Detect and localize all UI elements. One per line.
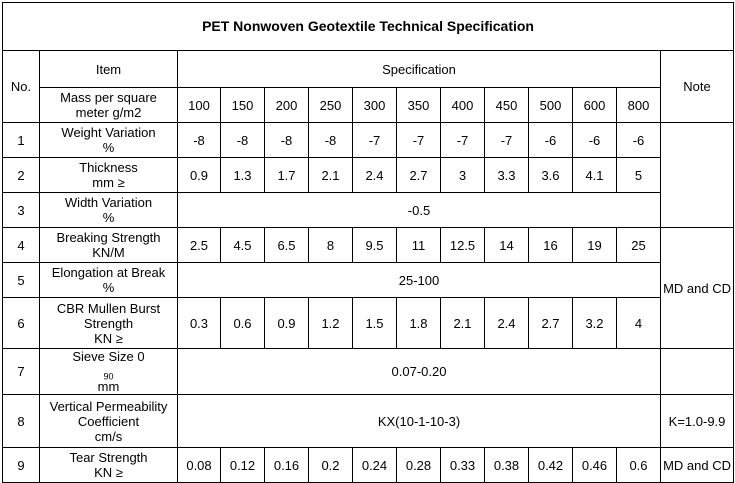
spec-value: 4.5 (221, 228, 265, 263)
spec-value: 3 (441, 158, 485, 193)
note-strength: MD and CD (661, 228, 734, 349)
row-item: Width Variation % (40, 193, 178, 228)
row-item: Elongation at Break % (40, 263, 178, 298)
row-item: Vertical Permeability Coefficient cm/s (40, 395, 178, 448)
spec-value: 8 (309, 228, 353, 263)
spec-value: -7 (441, 123, 485, 158)
spec-value: 0.38 (485, 448, 529, 483)
spec-value: 0.24 (353, 448, 397, 483)
mass-value: 300 (353, 88, 397, 123)
table-row (3, 349, 734, 395)
table-row (3, 228, 734, 263)
spec-value: 0.42 (529, 448, 573, 483)
header-note: Note (661, 51, 734, 123)
mass-value: 600 (573, 88, 617, 123)
spec-value: 1.7 (265, 158, 309, 193)
spec-value: 6.5 (265, 228, 309, 263)
row-item: Weight Variation % (40, 123, 178, 158)
spec-value-merged: KX(10-1-10-3) (178, 395, 661, 448)
row-number: 7 (3, 349, 40, 395)
spec-value: 2.1 (441, 298, 485, 349)
row-number: 4 (3, 228, 40, 263)
spec-value: 2.7 (529, 298, 573, 349)
spec-value: 5 (617, 158, 661, 193)
row-item: CBR Mullen Burst Strength KN ≥ (40, 298, 178, 349)
spec-value: 2.4 (353, 158, 397, 193)
mass-value: 350 (397, 88, 441, 123)
table-row (3, 448, 734, 483)
header-specification: Specification (178, 51, 661, 88)
spec-table (2, 2, 734, 483)
header-no: No. (3, 51, 40, 123)
spec-value: 2.1 (309, 158, 353, 193)
mass-value: 150 (221, 88, 265, 123)
spec-value: -7 (485, 123, 529, 158)
spec-value: 12.5 (441, 228, 485, 263)
spec-value: 2.4 (485, 298, 529, 349)
spec-value: 0.12 (221, 448, 265, 483)
spec-value: 1.5 (353, 298, 397, 349)
spec-value: 19 (573, 228, 617, 263)
spec-value-merged: -0.5 (178, 193, 661, 228)
mass-value: 500 (529, 88, 573, 123)
spec-value: 0.6 (221, 298, 265, 349)
table-row (3, 123, 734, 158)
spec-value: 2.7 (397, 158, 441, 193)
row-number: 6 (3, 298, 40, 349)
spec-value: 0.33 (441, 448, 485, 483)
spec-value: -7 (397, 123, 441, 158)
table-row (3, 193, 734, 228)
spec-value: 11 (397, 228, 441, 263)
spec-value-merged: 25-100 (178, 263, 661, 298)
spec-value: -6 (573, 123, 617, 158)
spec-value: 3.3 (485, 158, 529, 193)
note-cell-empty (661, 349, 734, 395)
spec-value: 3.6 (529, 158, 573, 193)
spec-value: 16 (529, 228, 573, 263)
spec-value: 25 (617, 228, 661, 263)
spec-value: 1.2 (309, 298, 353, 349)
mass-value: 800 (617, 88, 661, 123)
table-row (3, 158, 734, 193)
spec-value: -6 (617, 123, 661, 158)
spec-value: 0.3 (178, 298, 221, 349)
spec-value: 14 (485, 228, 529, 263)
spec-value: 4.1 (573, 158, 617, 193)
mass-value: 400 (441, 88, 485, 123)
spec-value: 0.16 (265, 448, 309, 483)
spec-value: 1.3 (221, 158, 265, 193)
spec-value: -8 (221, 123, 265, 158)
row-item: Thickness mm ≥ (40, 158, 178, 193)
spec-value: 3.2 (573, 298, 617, 349)
spec-value: 0.9 (178, 158, 221, 193)
table-row (3, 263, 734, 298)
spec-value: -8 (309, 123, 353, 158)
row-item: Sieve Size 0 $_{90}$ mm (40, 349, 178, 395)
row-number: 5 (3, 263, 40, 298)
row-number: 1 (3, 123, 40, 158)
spec-value: 0.9 (265, 298, 309, 349)
spec-value: -6 (529, 123, 573, 158)
spec-value: 0.08 (178, 448, 221, 483)
row-number: 3 (3, 193, 40, 228)
spec-value: 0.6 (617, 448, 661, 483)
spec-value: -8 (178, 123, 221, 158)
spec-value: 9.5 (353, 228, 397, 263)
row-item: Breaking Strength KN/M (40, 228, 178, 263)
spec-value: 0.28 (397, 448, 441, 483)
spec-value: 4 (617, 298, 661, 349)
row-number: 8 (3, 395, 40, 448)
header-item: Item (40, 51, 178, 88)
table-row (3, 395, 734, 448)
spec-value-merged: 0.07-0.20 (178, 349, 661, 395)
row-number: 2 (3, 158, 40, 193)
spec-value: -7 (353, 123, 397, 158)
spec-value: 0.2 (309, 448, 353, 483)
spec-value: 0.46 (573, 448, 617, 483)
spec-value: 1.8 (397, 298, 441, 349)
note-tear: MD and CD (661, 448, 734, 483)
note-permeability: K=1.0-9.9 (661, 395, 734, 448)
mass-value: 250 (309, 88, 353, 123)
mass-value: 450 (485, 88, 529, 123)
table-title: PET Nonwoven Geotextile Technical Specification (3, 3, 734, 51)
mass-label: Mass per square meter g/m2 (40, 88, 178, 123)
row-number: 9 (3, 448, 40, 483)
mass-value: 200 (265, 88, 309, 123)
table-row (3, 298, 734, 349)
row-item: Tear Strength KN ≥ (40, 448, 178, 483)
spec-value: 2.5 (178, 228, 221, 263)
mass-value: 100 (178, 88, 221, 123)
spec-value: -8 (265, 123, 309, 158)
note-cell-empty (661, 123, 734, 228)
